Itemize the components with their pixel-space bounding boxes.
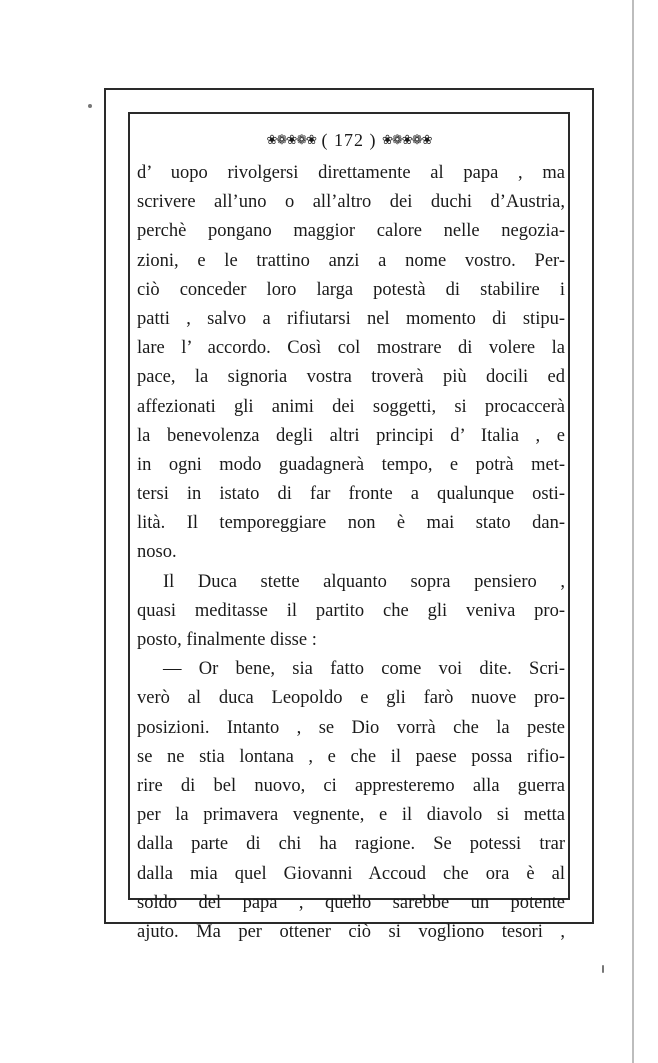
text-line: noso. bbox=[137, 542, 177, 563]
text-line: posizioni. Intanto , se Dio vorrà che la peste bbox=[137, 717, 565, 738]
text-line: scrivere all’uno o all’altro dei duchi d’Austria, bbox=[137, 192, 565, 213]
text-line: se ne stia lontana , e che il paese possa rifio- bbox=[137, 746, 565, 767]
text-line: pace, la signoria vostra troverà più docili ed bbox=[137, 367, 565, 388]
text-line: dalla mia quel Giovanni Accoud che ora è al bbox=[137, 863, 565, 884]
body-text bbox=[137, 159, 565, 947]
text-line: soldo del papa , quello sarebbe un potente bbox=[137, 892, 565, 913]
ink-speck bbox=[602, 965, 604, 973]
text-line: ajuto. Ma per ottener ciò si vogliono tesori , bbox=[137, 921, 565, 942]
text-line: per la primavera vegnente, e il diavolo si metta bbox=[137, 805, 565, 826]
text-line: verò al duca Leopoldo e gli farò nuove pro- bbox=[137, 688, 565, 709]
text-line: posto, finalmente disse : bbox=[137, 630, 317, 650]
text-line: dalla parte di chi ha ragione. Se potessi trar bbox=[137, 834, 565, 855]
text-line: patti , salvo a rifiutarsi nel momento di stipu- bbox=[137, 308, 565, 329]
text-line: — Or bene, sia fatto come voi dite. Scri- bbox=[163, 659, 565, 680]
text-line: tersi in istato di far fronte a qualunque osti- bbox=[137, 484, 565, 505]
text-line: quasi meditasse il partito che gli veniva pro- bbox=[137, 600, 565, 621]
text-line: la benevolenza degli altri principi d’ Italia , e bbox=[137, 425, 565, 446]
page-edge bbox=[632, 0, 634, 1063]
text-line: affezionati gli animi dei soggetti, si procaccerà bbox=[137, 396, 565, 417]
ink-speck bbox=[88, 104, 92, 108]
text-line: ciò conceder loro larga potestà di stabilire i bbox=[137, 279, 565, 300]
page-header bbox=[128, 128, 570, 152]
header-ornament-right: ❀❁❀❁❀ bbox=[382, 132, 432, 147]
text-line: d’ uopo rivolgersi direttamente al papa , ma bbox=[137, 163, 565, 183]
text-line: zioni, e le trattino anzi a nome vostro. Per- bbox=[137, 250, 565, 271]
text-line: lità. Il temporeggiare non è mai stato dan- bbox=[137, 513, 565, 534]
text-line: Il Duca stette alquanto sopra pensiero , bbox=[163, 571, 565, 592]
text-line: rire di bel nuovo, ci appresteremo alla guerra bbox=[137, 775, 565, 796]
text-line: perchè pongano maggior calore nelle negozia- bbox=[137, 221, 565, 242]
text-line: in ogni modo guadagnerà tempo, e potrà met- bbox=[137, 454, 565, 475]
header-ornament-left: ❀❁❀❁❀ bbox=[266, 132, 316, 147]
text-line: lare l’ accordo. Così col mostrare di volere la bbox=[137, 338, 565, 359]
page-number: ( 172 ) bbox=[321, 130, 377, 150]
